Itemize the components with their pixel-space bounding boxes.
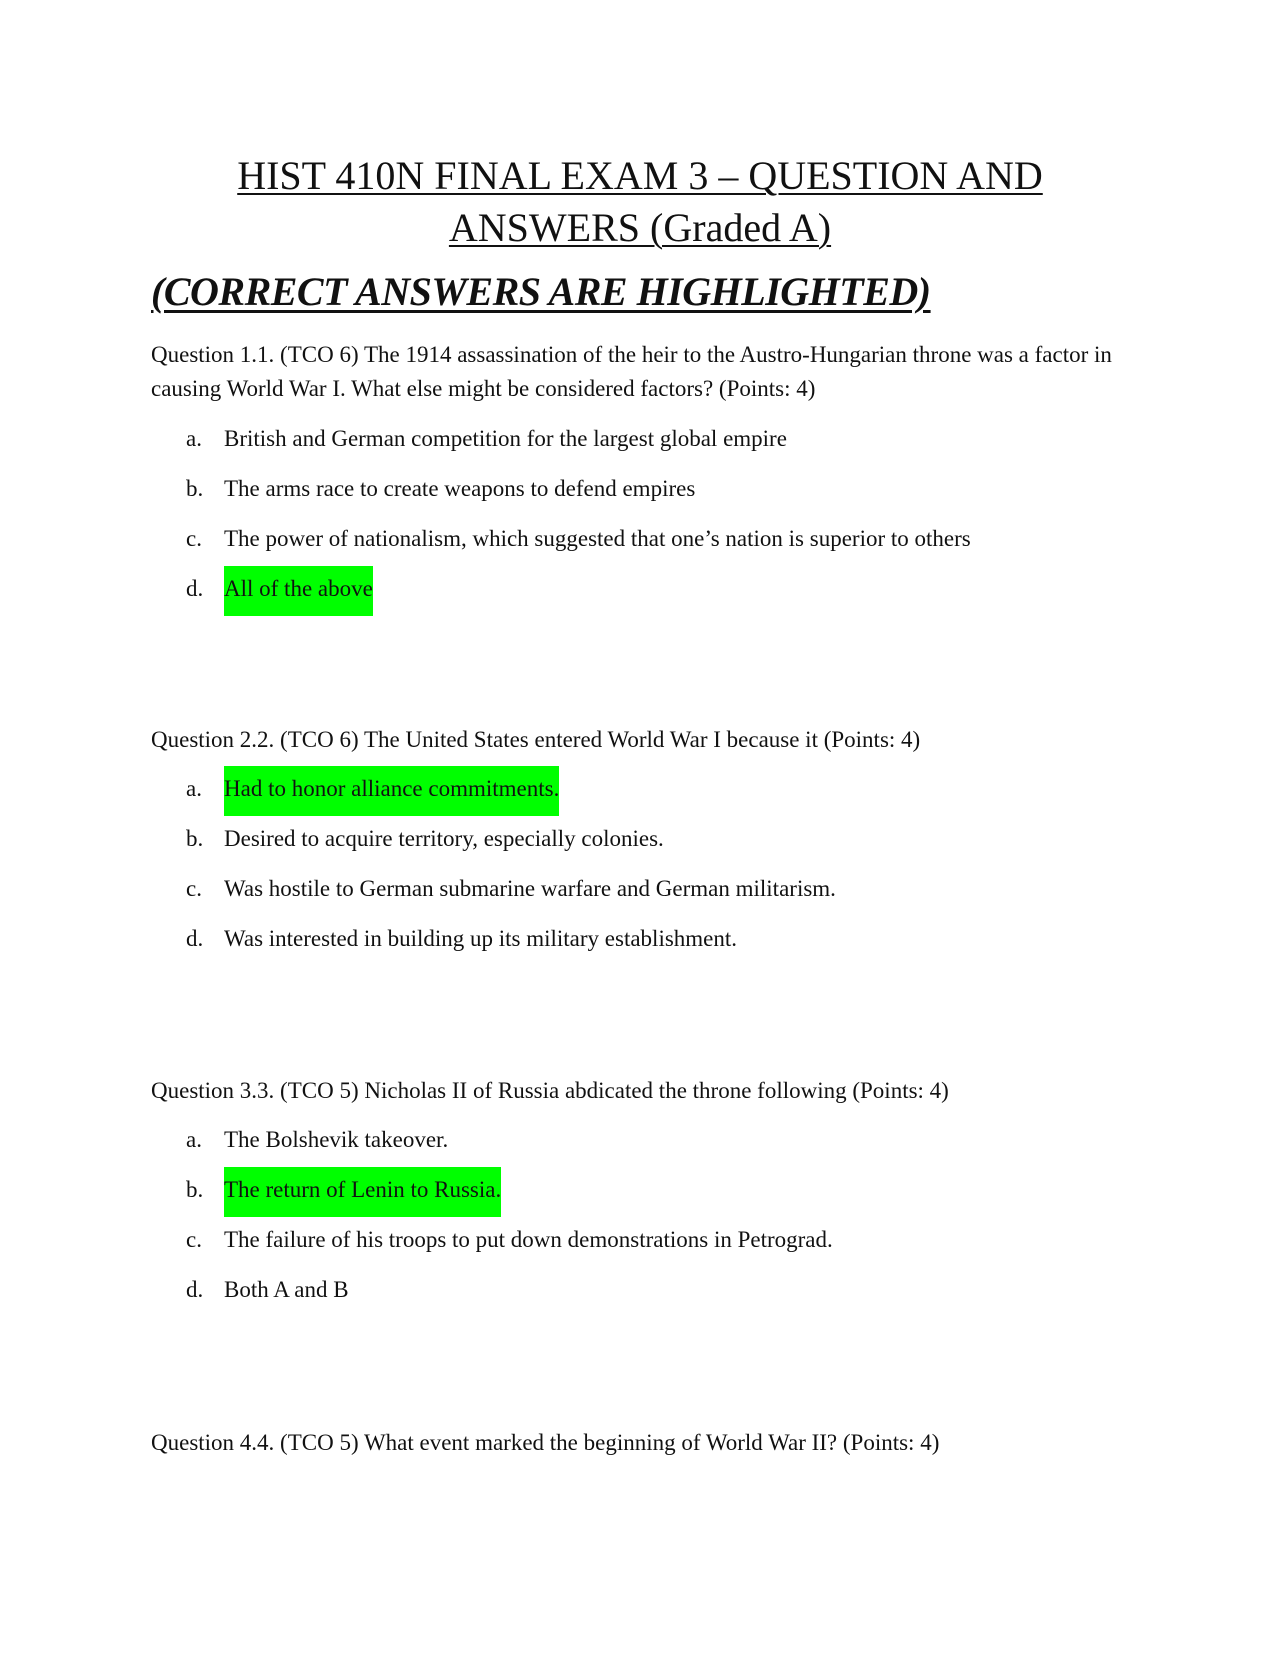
option-letter: a. (186, 776, 202, 801)
option-text: The Bolshevik takeover. (224, 1127, 449, 1152)
option-letter: c. (186, 1227, 202, 1252)
highlighted-answer: All of the above (224, 566, 373, 616)
question-2-option-a (186, 772, 559, 806)
question-1-option-c (186, 522, 971, 556)
option-text: The power of nationalism, which suggested that one’s nation is superior to others (224, 526, 971, 551)
question-3-option-a (186, 1123, 448, 1157)
question-3-option-b (186, 1173, 501, 1207)
question-1-text: Question 1.1. (TCO 6) The 1914 assassination of the heir to the Austro-Hungarian throne was a factor in causing World War I. What else might be considered factors? (Points: 4) (151, 342, 1112, 401)
document-title-line-2: ANSWERS (Graded A) (448, 205, 832, 250)
question-1-option-b (186, 472, 695, 506)
option-text: Desired to acquire territory, especially colonies. (224, 826, 664, 851)
option-letter: d. (186, 576, 204, 601)
option-text: The failure of his troops to put down demonstrations in Petrograd. (224, 1227, 833, 1252)
option-letter: d. (186, 1277, 204, 1302)
document-subtitle: (CORRECT ANSWERS ARE HIGHLIGHTED) (151, 269, 931, 314)
question-3-option-c (186, 1223, 833, 1257)
option-text: British and German competition for the largest global empire (224, 426, 787, 451)
option-text: Both A and B (224, 1277, 349, 1302)
option-text: Was interested in building up its military establishment. (224, 926, 738, 951)
question-2-option-b (186, 822, 664, 856)
question-1-option-d (186, 572, 373, 606)
option-text: The arms race to create weapons to defend empires (224, 476, 696, 501)
document-title-line-1: HIST 410N FINAL EXAM 3 – QUESTION AND (237, 153, 1043, 198)
question-4-text: Question 4.4. (TCO 5) What event marked the beginning of World War II? (Points: 4) (151, 1430, 940, 1455)
question-2-option-c (186, 872, 836, 906)
question-1-option-a (186, 422, 787, 456)
highlighted-answer: Had to honor alliance commitments. (224, 766, 559, 816)
question-3-text: Question 3.3. (TCO 5) Nicholas II of Russia abdicated the throne following (Points: 4) (151, 1078, 949, 1103)
option-letter: b. (186, 476, 204, 501)
option-letter: c. (186, 526, 202, 551)
option-letter: c. (186, 876, 202, 901)
option-letter: d. (186, 926, 204, 951)
question-3-option-d (186, 1273, 349, 1307)
question-2-option-d (186, 922, 737, 956)
option-letter: a. (186, 1127, 202, 1152)
option-letter: a. (186, 426, 202, 451)
option-letter: b. (186, 1177, 204, 1202)
question-2-text: Question 2.2. (TCO 6) The United States entered World War I because it (Points: 4) (151, 727, 921, 752)
highlighted-answer: The return of Lenin to Russia. (224, 1167, 501, 1217)
option-text: Was hostile to German submarine warfare and German militarism. (224, 876, 836, 901)
option-letter: b. (186, 826, 204, 851)
